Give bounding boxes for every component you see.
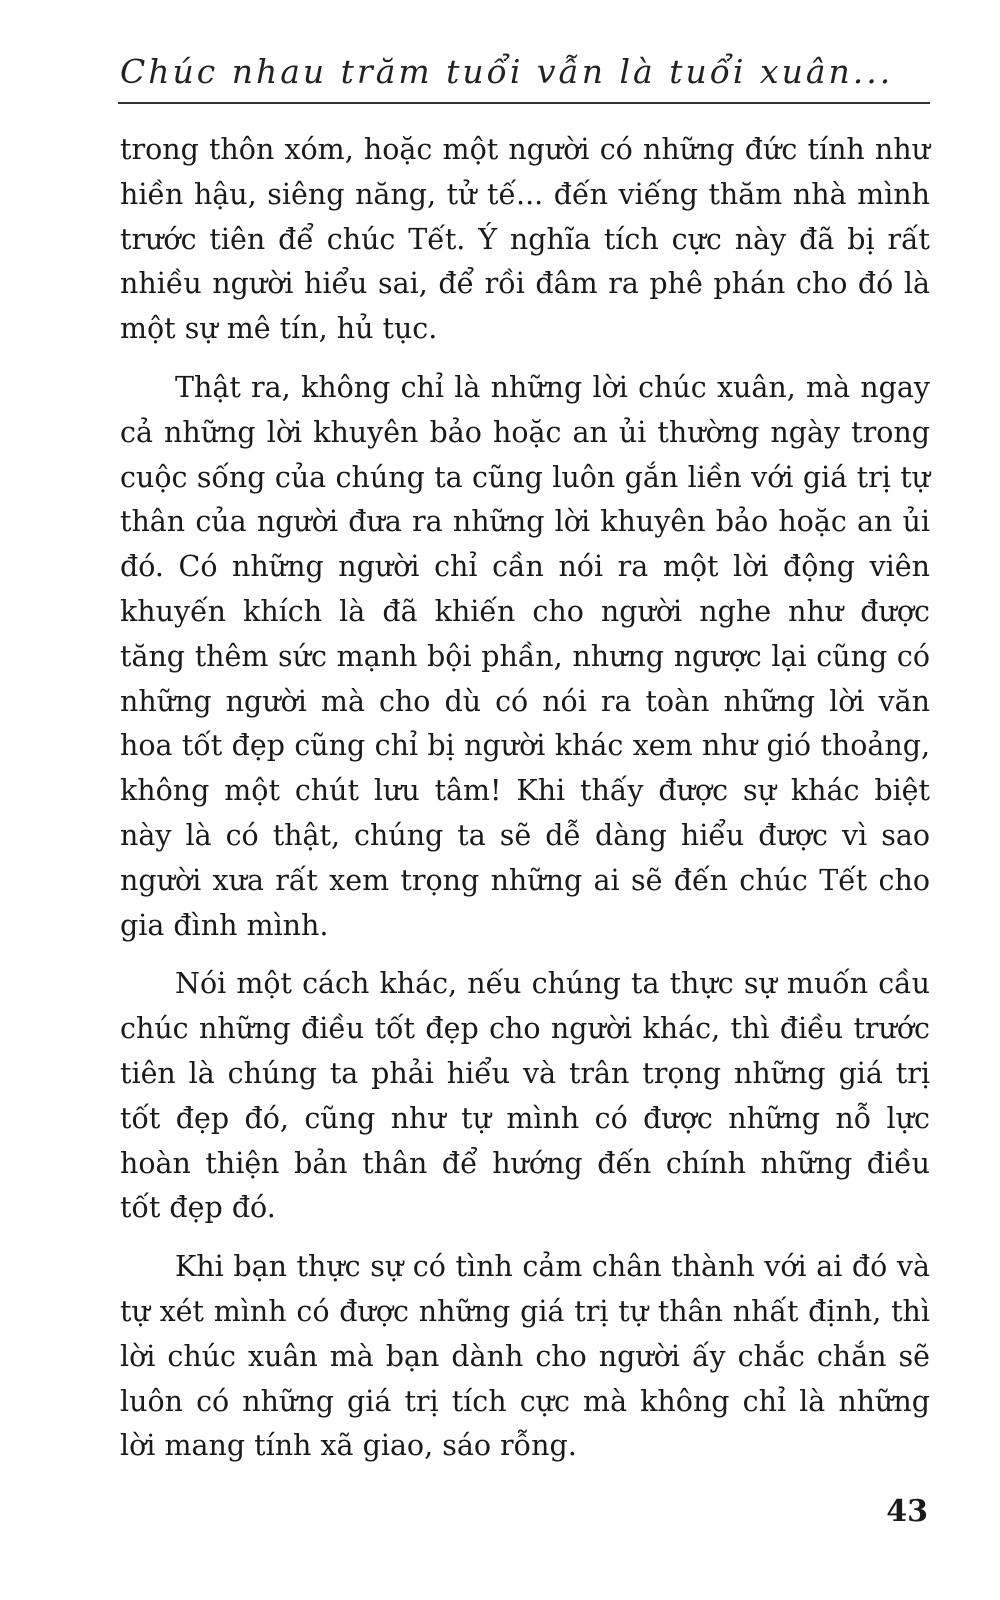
header-rule <box>118 102 930 104</box>
paragraph-3: Nói một cách khác, nếu chúng ta thực sự muốn cầu chúc những điều tốt đẹp cho người khác, thì điều trước tiên là chúng ta phải hiểu và trân trọng những giá trị tốt đẹp đó, cũng như tự mình có được những nỗ lực hoàn thiện bản thân để hướng đến chính những điều tốt đẹp đó. <box>120 967 930 1225</box>
body-text <box>120 128 930 1483</box>
paragraph-2: Thật ra, không chỉ là những lời chúc xuân, mà ngay cả những lời khuyên bảo hoặc an ủi thường ngày trong cuộc sống của chúng ta cũng luôn gắn liền với giá trị tự thân của người đưa ra những lời khuyên bảo hoặc an ủi đó. Có những người chỉ cần nói ra một lời động viên khuyến khích là đã khiến cho người nghe như được tăng thêm sức mạnh bội phần, nhưng ngược lại cũng có những người mà cho dù có nói ra toàn những lời văn hoa tốt đẹp cũng chỉ bị người khác xem như gió thoảng, không một chút lưu tâm! Khi thấy được sự khác biệt này là có thật, chúng ta sẽ dễ dàng hiểu được vì sao người xưa rất xem trọng những ai sẽ đến chúc Tết cho gia đình mình. <box>120 370 930 942</box>
paragraph-4: Khi bạn thực sự có tình cảm chân thành với ai đó và tự xét mình có được những giá trị tự thân nhất định, thì lời chúc xuân mà bạn dành cho người ấy chắc chắn sẽ luôn có những giá trị tích cực mà không chỉ là những lời mang tính xã giao, sáo rỗng. <box>120 1250 930 1463</box>
page-number: 43 <box>886 1494 928 1529</box>
running-header: Chúc nhau trăm tuổi vẫn là tuổi xuân... <box>120 52 894 91</box>
paragraph-1: trong thôn xóm, hoặc một người có những đức tính như hiền hậu, siêng năng, tử tế... đến viếng thăm nhà mình trước tiên để chúc Tết. Ý nghĩa tích cực này đã bị rất nhiều người hiểu sai, để rồi đâm ra phê phán cho đó là một sự mê tín, hủ tục. <box>120 133 930 346</box>
